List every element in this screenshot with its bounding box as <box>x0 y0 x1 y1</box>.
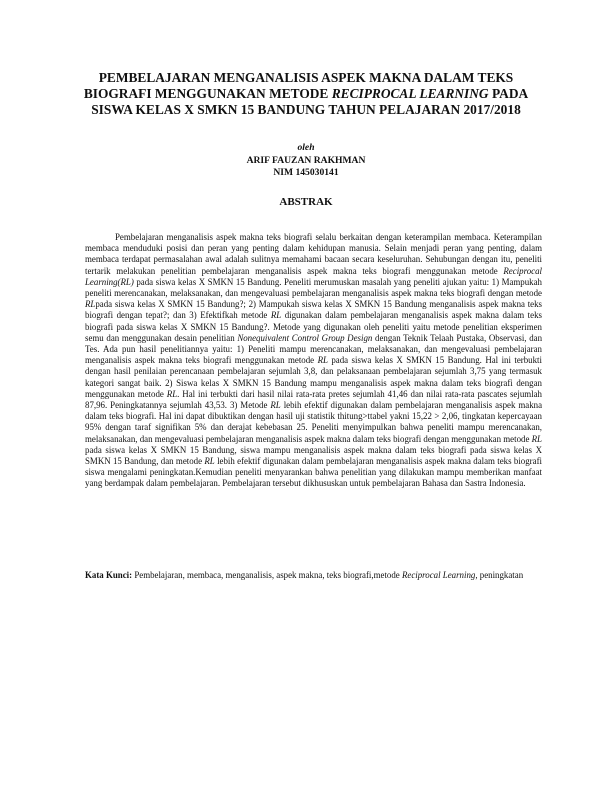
paper-title <box>70 70 542 118</box>
abstract-italic: RL <box>531 433 542 444</box>
title-line-2-b: PADA <box>491 86 529 101</box>
abstract-italic: RL <box>85 299 96 310</box>
abstract-text: pada siswa kelas X SMKN 15 Bandung?; 2) Mampukah siswa kelas X SMKN 15 Bandung menganalisis aspek makna teks biografi dengan tepat?; dan 3) Efektifkah metode <box>85 299 542 321</box>
keywords-italic: Reciprocal Learning, <box>401 570 478 580</box>
abstract-text: lebih efektif digunakan dalam pembelajaran menganalisis aspek makna dalam teks biografi siswa mengalami peningkatan.Kemudian peneliti menyarankan bahwa penelitian yang dilakukan mampu memberikan manfaat yang berdampak dalam pembelajaran. Pembelajaran tersebut dikhususkan untuk pembelajaran Bahasa dan Sastra Indonesia. <box>85 456 542 489</box>
title-line-2-italic: RECIPROCAL LEARNING <box>331 86 489 101</box>
abstract-italic: Nonequivalent Control Group Design <box>237 332 373 343</box>
abstract-text: lebih efektif digunakan dalam pembelajaran menganalisis aspek makna dalam teks biografi. Hal ini dapat dibuktikan dengan hasil uji statistik thitung>ttabel yakni 15,22 > 2,06, tingkatan kepercayaan 95% dengan taraf signifikan 5% dan derajat kebebasan 25. Peneliti menyimpulkan bahwa peneliti mampu merencanakan, melaksanakan, dan mengevaluasi pembelajaran menganalisis aspek makna dalam teks biografi dengan menggunakan metode <box>85 400 543 444</box>
title-line-2 <box>70 86 542 102</box>
abstract-italic: RL <box>166 388 178 399</box>
author-name: ARIF FAUZAN RAKHMAN <box>246 154 366 166</box>
abstract-heading: ABSTRAK <box>279 196 333 208</box>
abstract-text: . Hal ini terbukti dari hasil nilai rata-rata pretes sejumlah 41,46 dan nilai rata-rata pascates sejumlah 87,96. Peningkatannya sejumlah 43,53. 3) Metode <box>85 388 542 411</box>
abstract-italic: RL <box>270 400 281 411</box>
title-line-2-a: BIOGRAFI MENGGUNAKAN METODE <box>83 86 329 101</box>
abstract-text: pada siswa kelas X SMKN 15 Bandung. Peneliti merumuskan masalah yang peneliti ajukan yaitu: 1) Mampukah peneliti merencanakan, melaksanakan, dan mengevaluasi pembelajaran menganalisis aspek makna teks biografi dengan metode <box>85 276 542 299</box>
abstract-text: pada siswa kelas X SMKN 15 Bandung. Hal ini terbukti dengan hasil penilaian perencanaan pembelajaran sejumlah 3,8, dan pelaksanaan pembelajaran sejumlah 3,75 yang termasuk kategori sangat baik. 2) Siswa kelas X SMKN 15 Bandung mampu menganalisis aspek makna dalam teks biografi dengan menggunakan metode <box>85 355 542 399</box>
title-line-3: SISWA KELAS X SMKN 15 BANDUNG TAHUN PELAJARAN 2017/2018 <box>91 102 521 117</box>
abstract-italic: Reciprocal Learning(RL) <box>85 265 542 287</box>
author-block <box>0 142 612 180</box>
keywords <box>85 570 542 581</box>
keywords-label: Kata Kunci: <box>85 570 133 580</box>
title-line-1: PEMBELAJARAN MENGANALISIS ASPEK MAKNA DALAM TEKS <box>98 70 514 85</box>
abstract-italic: RL <box>204 456 215 467</box>
keywords-text: Pembelajaran, membaca, menganalisis, aspek makna, teks biografi,metode <box>132 570 402 580</box>
abstract-text: dengan Teknik Telaah Pustaka, Observasi, dan Tes. Ada pun hasil penelitiannya yaitu: 1) Peneliti mampu merencanakan, melaksanakan, dan mengevaluasi pembelajaran menganalisis aspek makna teks biografi menggunakan metode <box>85 332 543 366</box>
abstract-text: Pembelajaran menganalisis aspek makna teks biografi selalu berkaitan dengan keterampilan membaca. Keterampilan membaca menduduki posisi dan peran yang penting dalam kehidupan manusia. Selain menjadi peran yang penting, dalam membaca terdapat permasalahan awal adalah sulitnya memahami bacaan secara keseluruhan. Sehubungan dengan itu, peneliti tertarik melakukan penelitian pembelajaran menganalisis aspek makna teks biografi menggunakan metode <box>85 232 542 276</box>
keywords-tail: peningkatan <box>477 570 524 580</box>
abstract-body <box>85 232 542 490</box>
abstract-italic: RL <box>270 310 282 321</box>
author-nim: NIM 145030141 <box>273 167 339 178</box>
abstract-text: digunakan dalam pembelajaran menganalisis aspek makna dalam teks biografi pada siswa kelas X SMKN 15 Bandung?. Metode yang digunakan oleh peneliti yaitu metode penelitian eksperimen semu dan menggunakan desain penelitian <box>85 310 542 343</box>
abstract-italic: RL <box>317 355 328 366</box>
author-by: oleh <box>297 142 315 153</box>
abstract-text: pada siswa kelas X SMKN 15 Bandung, siswa mampu menganalisis aspek makna dalam teks biografi pada siswa kelas X SMKN 15 Bandung, dan metode <box>85 444 542 467</box>
